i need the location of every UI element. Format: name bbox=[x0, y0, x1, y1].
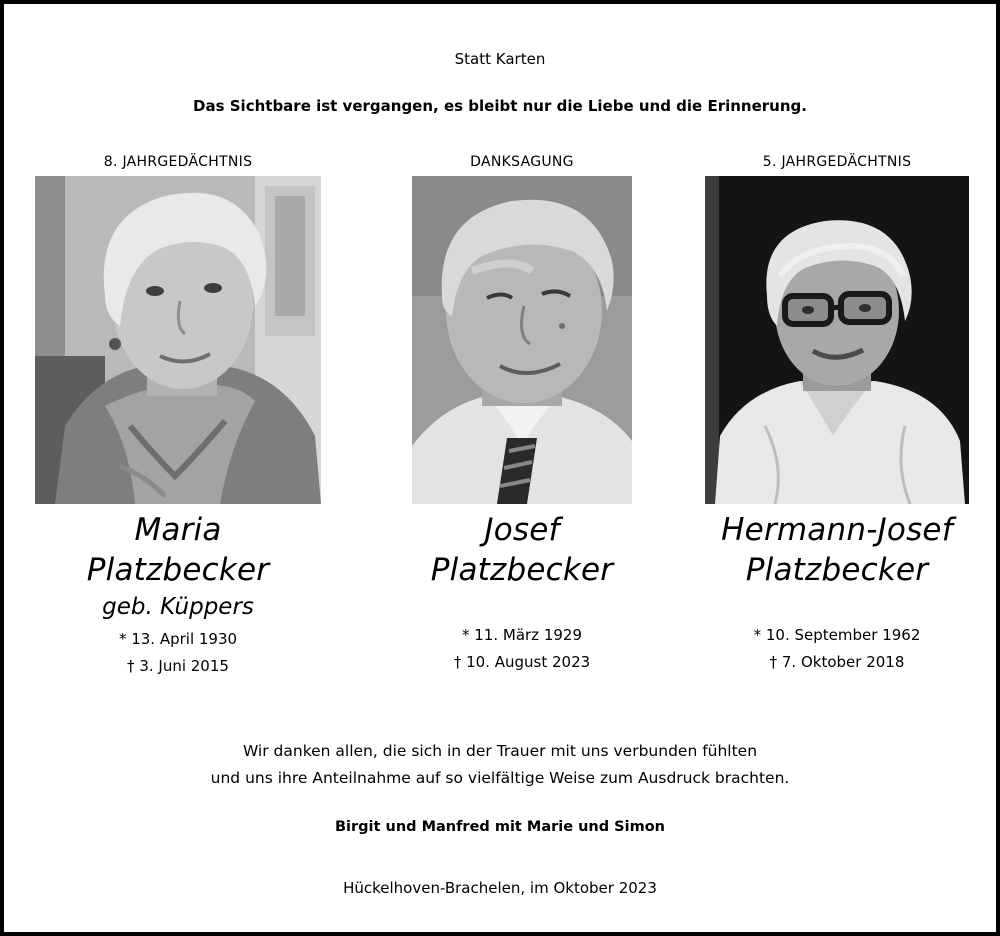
person-caption: 8. JAHRGEDÄCHTNIS bbox=[103, 154, 253, 170]
header-motto: Das Sichtbare ist vergangen, es bleibt nur die Liebe und die Erinnerung. bbox=[193, 97, 807, 115]
thanks-line-1: Wir danken allen, die sich in der Trauer mit uns verbunden fühlten bbox=[242, 742, 758, 760]
person-death-date: † 7. Oktober 2018 bbox=[769, 653, 905, 671]
person-last-name: Platzbecker bbox=[86, 552, 270, 588]
person-death-date: † 3. Juni 2015 bbox=[127, 657, 229, 675]
person-birth-date: * 13. April 1930 bbox=[118, 630, 238, 648]
person-death-date: † 10. August 2023 bbox=[453, 653, 591, 671]
thanks-line-2: und uns ihre Anteilnahme auf so vielfältige Weise zum Ausdruck brachten. bbox=[210, 769, 790, 787]
person-birth-date: * 11. März 1929 bbox=[461, 626, 582, 644]
thanks-text bbox=[4, 738, 996, 792]
person-caption: 5. JAHRGEDÄCHTNIS bbox=[762, 154, 912, 170]
portrait-woman-image bbox=[35, 176, 321, 504]
portrait-elderly-man-image bbox=[412, 176, 632, 504]
portrait-photo-hermann-josef bbox=[705, 176, 969, 504]
person-last-name: Platzbecker bbox=[430, 552, 614, 588]
person-first-name: Hermann-Josef bbox=[721, 512, 953, 548]
place-and-date: Hückelhoven-Brachelen, im Oktober 2023 bbox=[343, 879, 657, 897]
family-signature: Birgit und Manfred mit Marie und Simon bbox=[335, 819, 665, 835]
portrait-photo-josef bbox=[412, 176, 632, 504]
portrait-man-glasses-image bbox=[705, 176, 969, 504]
person-maiden-name: geb. Küppers bbox=[102, 594, 254, 620]
person-last-name: Platzbecker bbox=[745, 552, 929, 588]
person-column-maria bbox=[28, 152, 328, 680]
person-birth-date: * 10. September 1962 bbox=[753, 626, 921, 644]
person-column-hermann-josef bbox=[687, 152, 987, 676]
person-column-josef bbox=[372, 152, 672, 676]
portrait-photo-maria bbox=[35, 176, 321, 504]
person-first-name: Josef bbox=[484, 512, 560, 548]
header-top-line: Statt Karten bbox=[454, 50, 546, 68]
person-first-name: Maria bbox=[134, 512, 222, 548]
person-caption: DANKSAGUNG bbox=[470, 154, 574, 170]
